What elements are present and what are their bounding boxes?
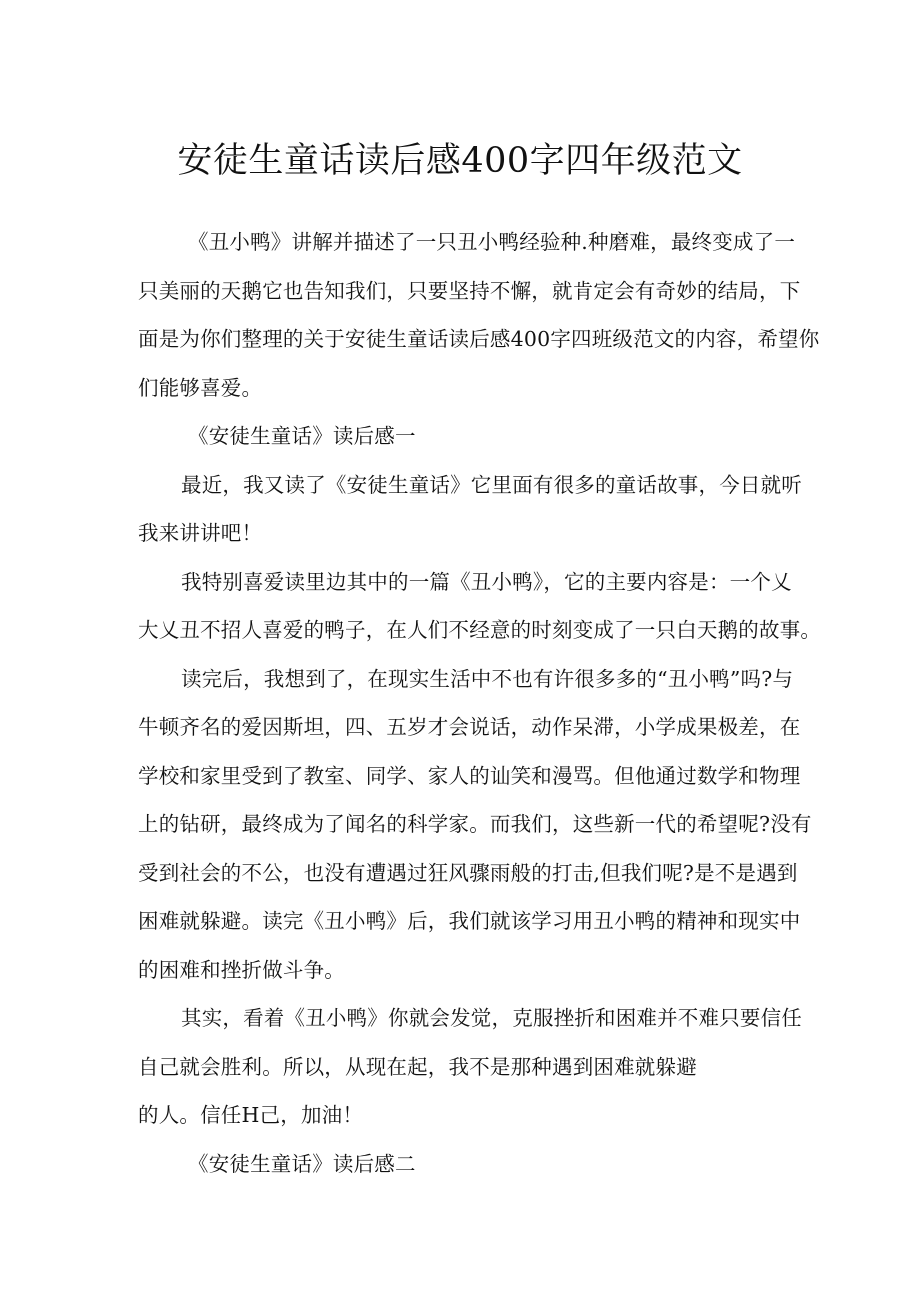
paragraph-line: 我特别喜爱读里边其中的一篇《丑小鸭》，它的主要内容是：一个乂 (181, 569, 792, 594)
paragraph-line: 的人。信任H己，加油！ (138, 1103, 364, 1127)
paragraph-line: 我来讲讲吧！ (138, 521, 263, 545)
section-heading-two: 《安徒生童话》读后感二 (188, 1151, 416, 1176)
paragraph-line: 学校和家里受到了教室、同学、家人的讪笑和漫骂。但他通过数学和物理 (138, 763, 801, 788)
paragraph-line: 困难就躲避。读完《丑小鸭》后，我们就该学习用丑小鸭的精神和现实中 (138, 909, 801, 933)
paragraph-line: 其实，看着《丑小鸭》你就会发觉，克服挫折和困难并不难只要信任 (181, 1006, 802, 1030)
paragraph-line: 的困难和挫折做斗争。 (138, 957, 345, 982)
intro-line: 只美丽的天鹅它也告知我们，只要坚持不懈，就肯定会有奇妙的结局，下 (138, 278, 801, 303)
paragraph-line: 大乂丑不招人喜爱的鸭子，在人们不经意的时刻变成了一只白天鹅的故事。 (138, 618, 822, 642)
page-title: 安徒生童话读后感400字四年级范文 (177, 141, 743, 181)
document-body (138, 218, 822, 1188)
paragraph-line: 上的钻研，最终成为了闻名的科学家。而我们，这些新一代的希望呢?没有 (138, 812, 812, 836)
intro-line: 们能够喜爱。 (138, 375, 263, 400)
paragraph-line: 自己就会胜利。所以，从现在起，我不是那种遇到困难就躲避 (138, 1054, 697, 1079)
intro-line: 面是为你们整理的关于安徒生童话读后感400字四班级范文的内容，希望你 (138, 327, 820, 351)
paragraph-line: 受到社会的不公，也没有遭遇过狂风骤雨般的打击,但我们呢?是不是遇到 (138, 860, 798, 885)
paragraph-line: 最近，我又读了《安徒生童话》它里面有很多的童话故事，今日就听 (181, 472, 802, 497)
paragraph-line: 读完后，我想到了，在现实生活中不也有许很多多的“丑小鸭”吗?与 (181, 666, 794, 691)
intro-line: 《丑小鸭》讲解并描述了一只丑小鸭经验种.种磨难，最终变成了一 (188, 230, 796, 254)
paragraph-line: 牛顿齐名的爱因斯坦，四、五岁才会说话，动作呆滞，小学成果极差，在 (138, 715, 801, 739)
section-heading-one: 《安徒生童话》读后感一 (188, 424, 416, 448)
